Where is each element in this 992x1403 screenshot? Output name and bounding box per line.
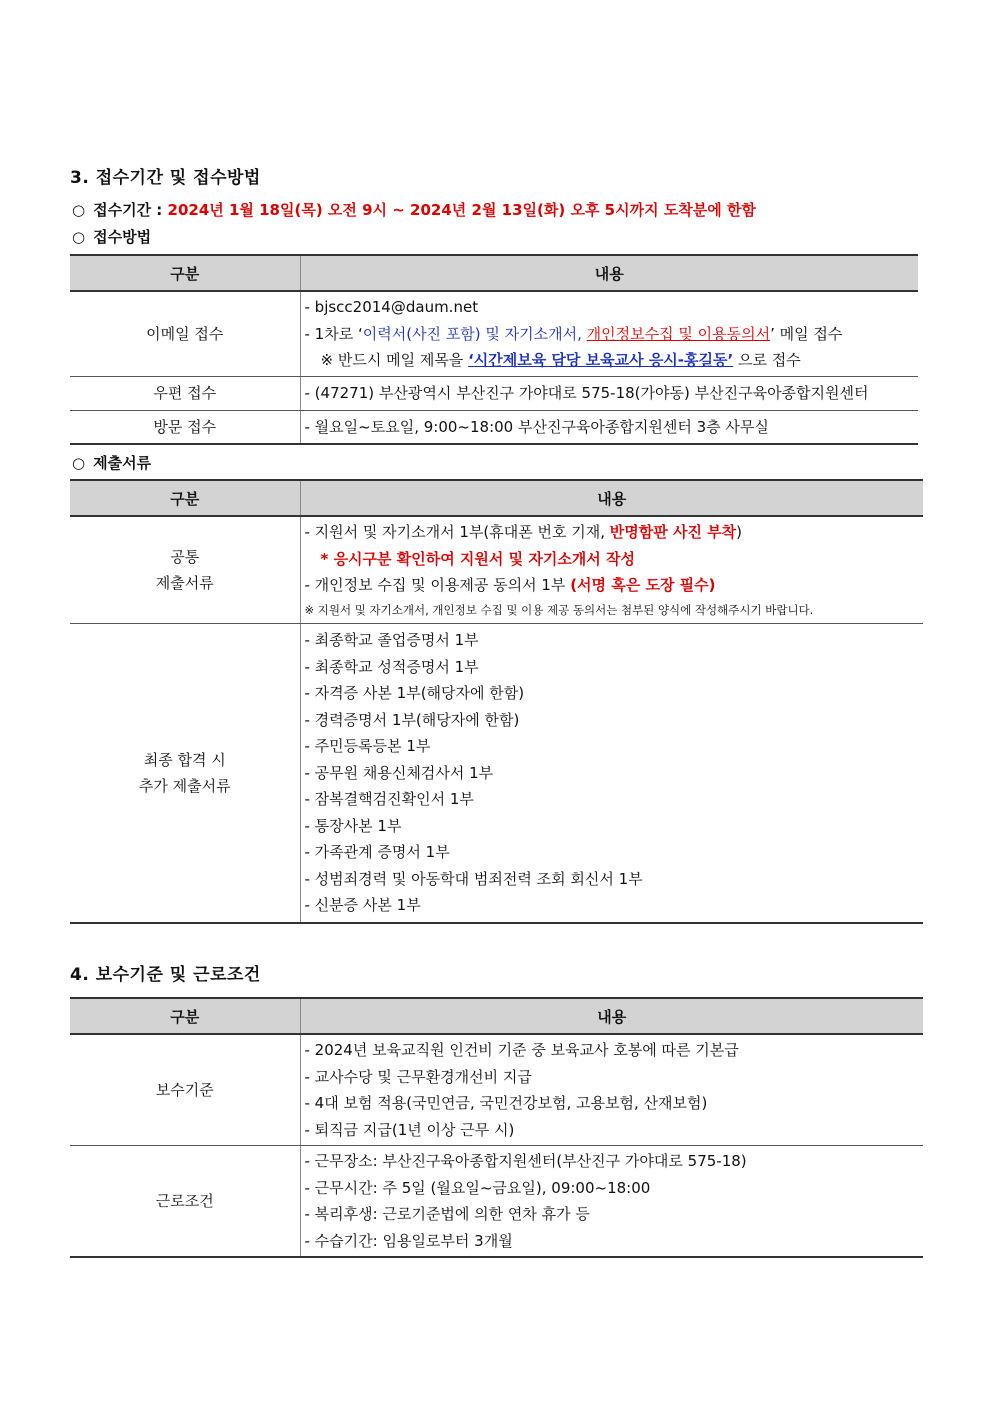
header-category: 구분	[70, 480, 300, 516]
documents-table	[70, 479, 923, 924]
table-row	[70, 516, 923, 623]
email-content	[300, 291, 918, 376]
list-item: - 성범죄경력 및 아동학대 범죄전력 조회 회신서 1부	[304, 869, 643, 888]
list-item: - 공무원 채용신체검사서 1부	[304, 763, 494, 782]
circle-bullet-icon: ○	[72, 454, 86, 472]
final-category: 최종 합격 시 추가 제출서류	[70, 623, 300, 923]
documents-line	[72, 452, 151, 473]
list-item: - 복리후생: 근로기준법에 의한 연차 휴가 등	[304, 1205, 590, 1223]
attachment-note: ※ 지원서 및 자기소개서, 개인정보 수집 및 이용 제공 동의서는 첨부된 양식에 작성해주시기 바랍니다.	[304, 602, 814, 617]
list-item: - 최종학교 졸업증명서 1부	[304, 631, 479, 649]
visit-content: - 월요일~토요일, 9:00~18:00 부산진구육아종합지원센터 3층 사무실	[300, 410, 918, 444]
table-row	[70, 291, 918, 376]
common-category: 공통 제출서류	[70, 516, 300, 623]
pay-category: 보수기준	[70, 1034, 300, 1146]
pay-content	[300, 1034, 923, 1146]
table-row	[70, 623, 923, 923]
header-content: 내용	[300, 998, 923, 1034]
list-item: - 4대 보험 적용(국민연금, 국민건강보험, 고용보험, 산재보험)	[304, 1094, 708, 1112]
visit-category: 방문 접수	[70, 410, 300, 444]
list-item: - 통장사본 1부	[304, 816, 402, 835]
list-item: - 2024년 보육교직원 인건비 기준 중 보육교사 호봉에 따른 기본급	[304, 1041, 739, 1059]
period-value: 2024년 1월 18일(목) 오전 9시 ~ 2024년 2월 13일(화) 오후 5시까지 도착분에 한함	[167, 201, 756, 219]
method-line	[72, 226, 151, 247]
table-row	[70, 1034, 923, 1146]
consent-form-line: - 개인정보 수집 및 이용제공 동의서 1부 (서명 혹은 도장 필수)	[304, 576, 716, 594]
table-row	[70, 1146, 923, 1258]
post-category: 우편 접수	[70, 376, 300, 410]
email-address: - bjscc2014@daum.net	[304, 298, 479, 316]
list-item: - 최종학교 성적증명서 1부	[304, 657, 479, 676]
header-category: 구분	[70, 255, 300, 291]
work-category: 근로조건	[70, 1146, 300, 1258]
list-item: - 가족관계 증명서 1부	[304, 843, 450, 861]
work-content	[300, 1146, 923, 1258]
list-item: - 퇴직금 지급(1년 이상 근무 시)	[304, 1120, 515, 1139]
application-note: * 응시구분 확인하여 지원서 및 자기소개서 작성	[320, 549, 635, 568]
header-content: 내용	[300, 255, 918, 291]
table-row	[70, 376, 918, 410]
final-content	[300, 623, 923, 923]
method-label: 접수방법	[93, 228, 152, 246]
email-category: 이메일 접수	[70, 291, 300, 376]
list-item: - 자격증 사본 1부(해당자에 한함)	[304, 684, 525, 702]
circle-bullet-icon: ○	[72, 201, 86, 219]
period-line	[72, 199, 756, 220]
common-content	[300, 516, 923, 623]
documents-label: 제출서류	[93, 454, 152, 472]
application-form-line: - 지원서 및 자기소개서 1부(휴대폰 번호 기재, 반명함판 사진 부착)	[304, 523, 743, 541]
method-table	[70, 254, 918, 445]
email-instruction: - 1차로 ‘이력서(사진 포함) 및 자기소개서, 개인정보수집 및 이용동의서’ 메일 접수	[304, 324, 843, 343]
list-item: - 신분증 사본 1부	[304, 896, 421, 914]
list-item: - 근무장소: 부산진구육아종합지원센터(부산진구 가야대로 575-18)	[304, 1152, 747, 1170]
table-row	[70, 410, 918, 444]
circle-bullet-icon: ○	[72, 228, 86, 246]
email-subject-note: ※ 반드시 메일 제목을 ‘시간제보육 담당 보육교사 응시-홍길동’ 으로 접수	[320, 351, 801, 369]
pay-table	[70, 997, 923, 1258]
list-item: - 주민등록등본 1부	[304, 737, 431, 755]
header-content: 내용	[300, 480, 923, 516]
post-content: - (47271) 부산광역시 부산진구 가야대로 575-18(가야동) 부산진구육아종합지원센터	[300, 376, 918, 410]
list-item: - 근무시간: 주 5일 (월요일~금요일), 09:00~18:00	[304, 1178, 651, 1197]
list-item: - 경력증명서 1부(해당자에 한함)	[304, 710, 520, 729]
period-label: 접수기간 :	[93, 201, 163, 219]
section3-title: 3. 접수기간 및 접수방법	[70, 168, 261, 188]
header-category: 구분	[70, 998, 300, 1034]
list-item: - 수습기간: 임용일로부터 3개월	[304, 1231, 513, 1250]
list-item: - 교사수당 및 근무환경개선비 지급	[304, 1067, 532, 1086]
section4-title: 4. 보수기준 및 근로조건	[70, 965, 261, 985]
list-item: - 잠복결핵검진확인서 1부	[304, 790, 474, 808]
